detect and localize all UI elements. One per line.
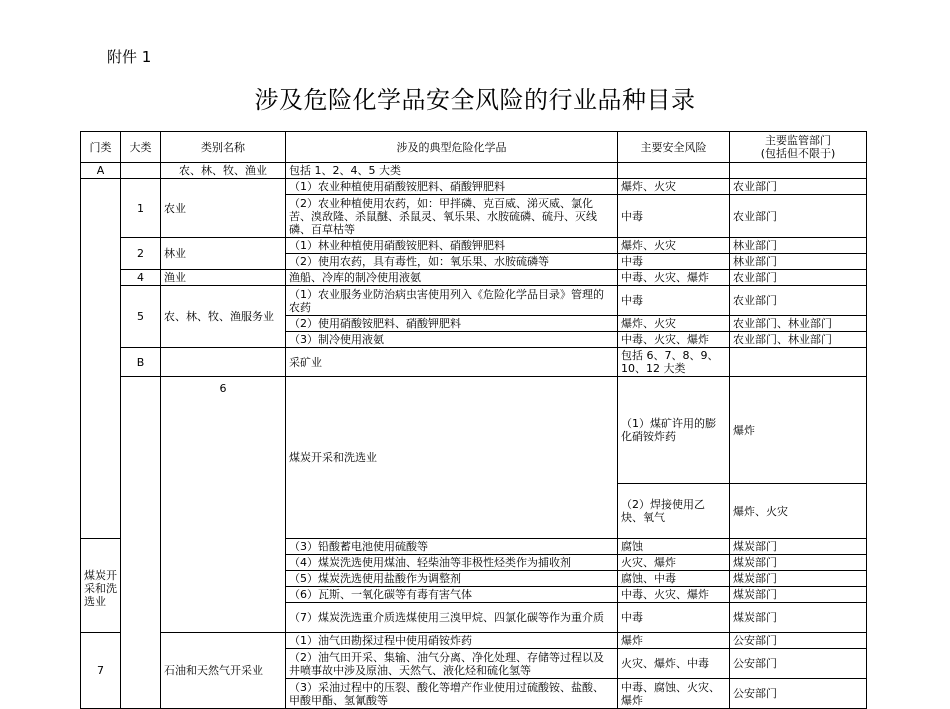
class-name: 渔业 [161,270,286,286]
risk-cell: 爆炸 [618,633,730,649]
chem-cell: （1）林业种植使用硝酸铵肥料、硝酸钾肥料 [286,238,618,254]
table-row [81,377,867,484]
section-code: A [81,163,121,179]
section-name: 农、林、牧、渔业 [161,163,286,179]
dept-cell: 煤炭部门 [730,603,867,633]
dept-cell: 农业部门 [730,195,867,238]
header-dept-line1: 主要监管部门 [765,134,831,147]
class-code: 6 [161,377,286,633]
industry-catalog-table [80,131,867,709]
dept-cell: 林业部门 [730,238,867,254]
risk-cell: 爆炸、火灾 [730,484,867,539]
chem-cell: （1）农业种植使用硝酸铵肥料、硝酸钾肥料 [286,179,618,195]
class-code: 7 [81,633,121,709]
risk-cell: 火灾、爆炸、中毒 [618,649,730,679]
section-desc: 包括 6、7、8、9、10、12 大类 [618,348,730,377]
attachment-label: 附件 1 [107,48,152,66]
class-name: 农、林、牧、渔服务业 [161,286,286,348]
table-row [81,163,867,179]
chem-cell: （1）农业服务业防治病虫害使用列入《危险化学品目录》管理的农药 [286,286,618,316]
header-da: 大类 [121,132,161,163]
dept-cell: 农业部门、林业部门 [730,332,867,348]
dept-cell: 煤炭部门 [730,587,867,603]
section-b-spacer [121,377,161,709]
table-row [81,270,867,286]
chem-cell: （3）制冷使用液氨 [286,332,618,348]
table-row [81,179,867,195]
chem-cell: （6）瓦斯、一氧化碳等有毒有害气体 [286,587,618,603]
class-name: 石油和天然气开采业 [161,633,286,709]
class-code: 1 [121,179,161,238]
risk-cell: 爆炸、火灾 [618,179,730,195]
risk-cell: 腐蚀 [618,539,730,555]
section-desc: 包括 1、2、4、5 大类 [286,163,618,179]
risk-cell: 中毒、火灾、爆炸 [618,587,730,603]
chem-cell: （2）农业种植使用农药，如：甲拌磷、克百威、涕灭威、氯化苦、溴敌隆、杀鼠醚、杀鼠灵、氧乐果、水胺硫磷、硫丹、灭线磷、百草枯等 [286,195,618,238]
header-dept [730,132,867,163]
risk-cell: 火灾、爆炸 [618,555,730,571]
table-row [81,238,867,254]
class-name: 煤炭开采和洗选业 [286,377,618,539]
risk-cell: 中毒 [618,603,730,633]
dept-cell: 林业部门 [730,254,867,270]
risk-cell: 中毒 [618,254,730,270]
class-code: 2 [121,238,161,270]
dept-cell: 公安部门 [730,633,867,649]
chem-cell: （3）铅酸蓄电池使用硫酸等 [286,539,618,555]
table-row [81,348,867,377]
dept-cell: 农业部门 [730,179,867,195]
chem-cell: （2）使用农药，具有毒性，如：氧乐果、水胺硫磷等 [286,254,618,270]
risk-cell: 中毒、腐蚀、火灾、爆炸 [618,679,730,709]
chem-cell: （4）煤炭洗选使用煤油、轻柴油等非极性烃类作为捕收剂 [286,555,618,571]
class-name: 农业 [161,179,286,238]
risk-cell: 中毒、火灾、爆炸 [618,332,730,348]
class-name: 林业 [161,238,286,270]
dept-cell: 煤炭部门 [730,555,867,571]
section-a-spacer [81,179,121,539]
chem-cell: 渔船、冷库的制冷使用液氨 [286,270,618,286]
chem-cell: （2）使用硝酸铵肥料、硝酸钾肥料 [286,316,618,332]
dept-cell: 农业部门 [730,270,867,286]
chem-cell: （7）煤炭洗选重介质选煤使用三溴甲烷、四氯化碳等作为重介质 [286,603,618,633]
risk-cell: 爆炸、火灾 [618,316,730,332]
chem-cell: （2）焊接使用乙炔、氧气 [618,484,730,539]
empty-cell [730,163,867,179]
header-risk: 主要安全风险 [618,132,730,163]
section-code: B [121,348,161,377]
table-row [81,286,867,316]
section-name: 采矿业 [286,348,618,377]
chem-cell: （5）煤炭洗选使用盐酸作为调整剂 [286,571,618,587]
empty-cell [121,163,161,179]
table-row [81,633,867,649]
class-code: 5 [121,286,161,348]
empty-cell [730,348,867,377]
risk-cell: 爆炸 [730,377,867,484]
header-dept-line2: (包括但不限于) [760,147,836,160]
dept-cell: 公安部门 [730,649,867,679]
empty-cell [161,348,286,377]
chem-cell: （3）采油过程中的压裂、酸化等增产作业使用过硫酸铵、盐酸、甲酸甲酯、氢氰酸等 [286,679,618,709]
chem-cell: （1）煤矿许用的膨化硝铵炸药 [618,377,730,484]
dept-cell: 煤炭部门 [730,571,867,587]
risk-cell: 腐蚀、中毒 [618,571,730,587]
dept-cell: 煤炭部门 [730,539,867,555]
risk-cell: 中毒、火灾、爆炸 [618,270,730,286]
header-chem: 涉及的典型危险化学品 [286,132,618,163]
header-name: 类别名称 [161,132,286,163]
risk-cell: 爆炸、火灾 [618,238,730,254]
class-name: 煤炭开采和洗选业 [81,539,121,633]
risk-cell: 中毒 [618,286,730,316]
page-title: 涉及危险化学品安全风险的行业品种目录 [254,86,696,114]
chem-cell: （2）油气田开采、集输、油气分离、净化处理、存储等过程以及井喷事故中涉及原油、天然气、液化烃和硫化氢等 [286,649,618,679]
header-row [81,132,867,163]
empty-cell [618,163,730,179]
class-code: 4 [121,270,161,286]
dept-cell: 公安部门 [730,679,867,709]
chem-cell: （1）油气田勘探过程中使用硝铵炸药 [286,633,618,649]
dept-cell: 农业部门、林业部门 [730,316,867,332]
header-men: 门类 [81,132,121,163]
risk-cell: 中毒 [618,195,730,238]
dept-cell: 农业部门 [730,286,867,316]
